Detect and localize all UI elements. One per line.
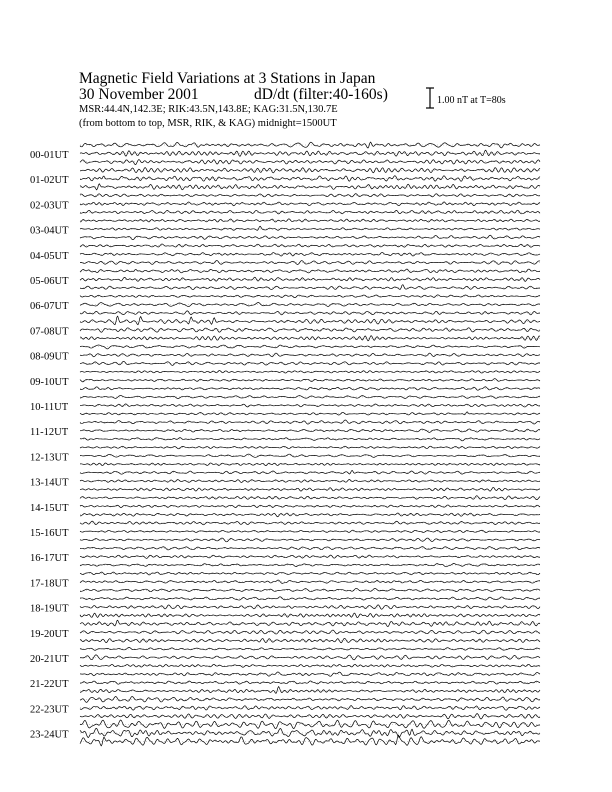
trace-line-kag (80, 496, 540, 500)
trace-line-rik (80, 379, 540, 382)
row-label: 09-10UT (30, 376, 69, 388)
chart-date: 30 November 2001 (79, 86, 199, 103)
trace-line-kag (80, 194, 540, 197)
station-coordinates: MSR:44.4N,142.3E; RIK:43.5N,143.8E; KAG:31.5N,130.7E (79, 104, 338, 115)
row-label: 12-13UT (30, 452, 69, 464)
chart-title: Magnetic Field Variations at 3 Stations in Japan (79, 70, 376, 87)
row-label: 05-06UT (30, 276, 69, 287)
trace-line-rik (80, 530, 540, 532)
trace-line-msr (80, 412, 540, 415)
row-label: 15-16UT (30, 528, 69, 539)
row-label-group (30, 150, 69, 741)
trace-line-rik (80, 328, 540, 332)
trace-line-kag (80, 446, 540, 449)
trace-line-rik (80, 404, 540, 407)
row-label: 20-21UT (30, 654, 69, 665)
row-label: 11-12UT (30, 427, 69, 439)
row-label: 17-18UT (30, 578, 69, 590)
trace-line-kag (80, 470, 540, 474)
trace-line-rik (80, 580, 540, 583)
trace-line-rik (80, 429, 540, 432)
row-label: 18-19UT (30, 603, 69, 615)
trace-line-msr (80, 686, 540, 693)
trace-line-kag (80, 720, 540, 729)
trace-line-rik (80, 480, 540, 483)
trace-line-kag (80, 316, 540, 325)
trace-line-rik (80, 303, 540, 307)
trace-group (80, 142, 540, 746)
row-label: 01-02UT (30, 175, 69, 187)
trace-line-msr (80, 160, 540, 165)
scale-bar (426, 88, 434, 108)
station-order-note: (from bottom to top, MSR, RIK, & KAG) midnight=1500UT (79, 118, 337, 129)
trace-line-kag (80, 244, 540, 247)
trace-line-msr (80, 735, 540, 746)
trace-line-msr (80, 513, 540, 517)
row-label: 00-01UT (30, 150, 69, 161)
trace-line-kag (80, 620, 540, 626)
scale-bar-label: 1.00 nT at T=80s (437, 95, 506, 106)
row-label: 19-20UT (30, 628, 69, 640)
trace-line-msr (80, 361, 540, 365)
trace-line-rik (80, 681, 540, 684)
trace-line-msr (80, 261, 540, 265)
row-label: 16-17UT (30, 553, 69, 565)
row-label: 22-23UT (30, 704, 69, 716)
trace-line-msr (80, 438, 540, 441)
trace-line-msr (80, 285, 540, 290)
row-label: 23-24UT (30, 729, 69, 741)
trace-line-kag (80, 597, 540, 600)
trace-line-msr (80, 387, 540, 390)
row-label: 10-11UT (30, 402, 69, 413)
chart-filter: dD/dt (filter:40-160s) (254, 86, 388, 103)
row-label: 07-08UT (30, 326, 69, 338)
trace-line-kag (80, 420, 540, 424)
trace-line-msr (80, 336, 540, 341)
trace-line-rik (80, 353, 540, 357)
row-label: 08-09UT (30, 351, 69, 363)
trace-line-msr (80, 538, 540, 542)
row-label: 04-05UT (30, 250, 69, 262)
trace-line-kag (80, 371, 540, 373)
chart-grid (80, 145, 540, 741)
trace-line-kag (80, 345, 540, 349)
trace-line-msr (80, 210, 540, 214)
row-label: 13-14UT (30, 477, 69, 489)
row-label: 03-04UT (30, 225, 69, 237)
trace-line-rik (80, 226, 540, 230)
row-label: 14-15UT (30, 502, 69, 514)
trace-line-kag (80, 547, 540, 550)
row-label: 21-22UT (30, 679, 69, 691)
row-label: 02-03UT (30, 200, 69, 212)
trace-line-kag (80, 672, 540, 676)
trace-line-rik (80, 252, 540, 256)
trace-line-kag (80, 647, 540, 650)
row-label: 06-07UT (30, 301, 69, 313)
